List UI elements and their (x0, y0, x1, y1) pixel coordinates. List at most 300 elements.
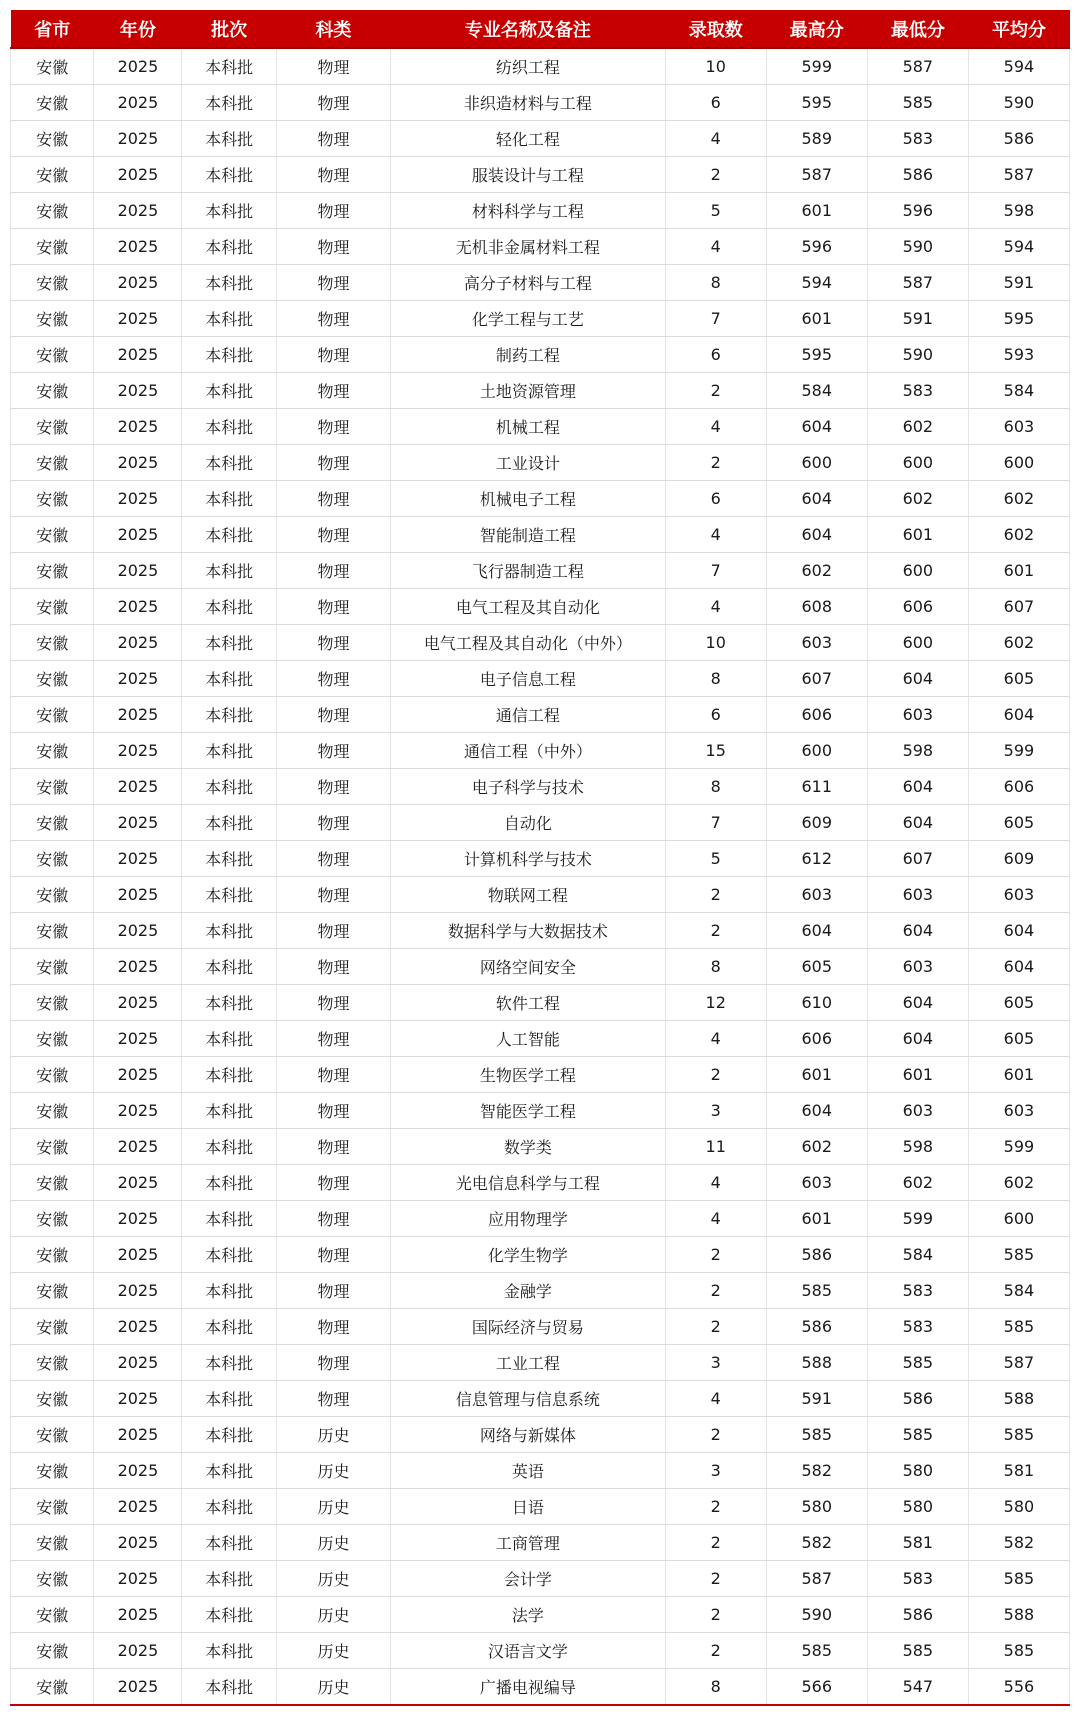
avg-score-cell: 584 (968, 373, 1069, 409)
year-cell: 2025 (94, 1273, 182, 1309)
major-cell: 电子科学与技术 (391, 769, 666, 805)
province-cell: 安徽 (11, 1273, 94, 1309)
batch-cell: 本科批 (182, 985, 276, 1021)
admitted-cell: 4 (665, 409, 766, 445)
subject-cell: 物理 (276, 913, 390, 949)
column-header-max-score: 最高分 (766, 10, 867, 48)
province-cell: 安徽 (11, 769, 94, 805)
province-cell: 安徽 (11, 121, 94, 157)
year-cell: 2025 (94, 517, 182, 553)
max-score-cell: 602 (766, 1129, 867, 1165)
table-row (11, 1309, 1070, 1345)
province-cell: 安徽 (11, 229, 94, 265)
admitted-cell: 6 (665, 337, 766, 373)
province-cell: 安徽 (11, 949, 94, 985)
year-cell: 2025 (94, 1489, 182, 1525)
batch-cell: 本科批 (182, 373, 276, 409)
avg-score-cell: 591 (968, 265, 1069, 301)
province-cell: 安徽 (11, 409, 94, 445)
major-cell: 广播电视编导 (391, 1669, 666, 1706)
subject-cell: 物理 (276, 1093, 390, 1129)
avg-score-cell: 601 (968, 553, 1069, 589)
admitted-cell: 3 (665, 1453, 766, 1489)
table-row (11, 1201, 1070, 1237)
avg-score-cell: 600 (968, 1201, 1069, 1237)
major-cell: 信息管理与信息系统 (391, 1381, 666, 1417)
batch-cell: 本科批 (182, 769, 276, 805)
subject-cell: 历史 (276, 1597, 390, 1633)
subject-cell: 历史 (276, 1669, 390, 1706)
table-row (11, 1453, 1070, 1489)
major-cell: 电子信息工程 (391, 661, 666, 697)
min-score-cell: 601 (867, 517, 968, 553)
min-score-cell: 580 (867, 1489, 968, 1525)
province-cell: 安徽 (11, 1525, 94, 1561)
year-cell: 2025 (94, 1165, 182, 1201)
avg-score-cell: 605 (968, 1021, 1069, 1057)
major-cell: 无机非金属材料工程 (391, 229, 666, 265)
batch-cell: 本科批 (182, 1669, 276, 1706)
admitted-cell: 5 (665, 193, 766, 229)
batch-cell: 本科批 (182, 625, 276, 661)
admitted-cell: 2 (665, 1273, 766, 1309)
avg-score-cell: 599 (968, 733, 1069, 769)
subject-cell: 物理 (276, 373, 390, 409)
province-cell: 安徽 (11, 1453, 94, 1489)
year-cell: 2025 (94, 121, 182, 157)
min-score-cell: 604 (867, 985, 968, 1021)
table-row (11, 48, 1070, 85)
subject-cell: 物理 (276, 733, 390, 769)
batch-cell: 本科批 (182, 1345, 276, 1381)
max-score-cell: 587 (766, 1561, 867, 1597)
batch-cell: 本科批 (182, 301, 276, 337)
table-row (11, 1165, 1070, 1201)
batch-cell: 本科批 (182, 1633, 276, 1669)
major-cell: 材料科学与工程 (391, 193, 666, 229)
batch-cell: 本科批 (182, 409, 276, 445)
max-score-cell: 566 (766, 1669, 867, 1706)
subject-cell: 物理 (276, 121, 390, 157)
batch-cell: 本科批 (182, 1057, 276, 1093)
subject-cell: 物理 (276, 661, 390, 697)
province-cell: 安徽 (11, 589, 94, 625)
subject-cell: 物理 (276, 481, 390, 517)
max-score-cell: 604 (766, 1093, 867, 1129)
major-cell: 计算机科学与技术 (391, 841, 666, 877)
min-score-cell: 599 (867, 1201, 968, 1237)
admitted-cell: 2 (665, 373, 766, 409)
min-score-cell: 604 (867, 1021, 968, 1057)
province-cell: 安徽 (11, 1129, 94, 1165)
min-score-cell: 586 (867, 1597, 968, 1633)
min-score-cell: 585 (867, 1417, 968, 1453)
subject-cell: 历史 (276, 1453, 390, 1489)
batch-cell: 本科批 (182, 85, 276, 121)
major-cell: 国际经济与贸易 (391, 1309, 666, 1345)
province-cell: 安徽 (11, 877, 94, 913)
table-row (11, 121, 1070, 157)
province-cell: 安徽 (11, 265, 94, 301)
major-cell: 网络与新媒体 (391, 1417, 666, 1453)
major-cell: 电气工程及其自动化（中外） (391, 625, 666, 661)
table-row (11, 373, 1070, 409)
table-row (11, 661, 1070, 697)
subject-cell: 物理 (276, 193, 390, 229)
province-cell: 安徽 (11, 1309, 94, 1345)
table-row (11, 1237, 1070, 1273)
subject-cell: 历史 (276, 1525, 390, 1561)
min-score-cell: 602 (867, 481, 968, 517)
year-cell: 2025 (94, 841, 182, 877)
table-row (11, 1561, 1070, 1597)
major-cell: 化学生物学 (391, 1237, 666, 1273)
avg-score-cell: 585 (968, 1417, 1069, 1453)
max-score-cell: 584 (766, 373, 867, 409)
subject-cell: 物理 (276, 337, 390, 373)
table-row (11, 1381, 1070, 1417)
province-cell: 安徽 (11, 841, 94, 877)
max-score-cell: 591 (766, 1381, 867, 1417)
year-cell: 2025 (94, 481, 182, 517)
major-cell: 数据科学与大数据技术 (391, 913, 666, 949)
batch-cell: 本科批 (182, 481, 276, 517)
avg-score-cell: 605 (968, 985, 1069, 1021)
major-cell: 应用物理学 (391, 1201, 666, 1237)
table-row (11, 1129, 1070, 1165)
table-header (11, 10, 1070, 48)
province-cell: 安徽 (11, 1669, 94, 1706)
batch-cell: 本科批 (182, 193, 276, 229)
min-score-cell: 604 (867, 913, 968, 949)
admitted-cell: 2 (665, 1561, 766, 1597)
admission-scores-table (10, 10, 1070, 1706)
batch-cell: 本科批 (182, 265, 276, 301)
province-cell: 安徽 (11, 553, 94, 589)
max-score-cell: 609 (766, 805, 867, 841)
column-header-subject: 科类 (276, 10, 390, 48)
max-score-cell: 582 (766, 1525, 867, 1561)
min-score-cell: 585 (867, 1345, 968, 1381)
year-cell: 2025 (94, 373, 182, 409)
province-cell: 安徽 (11, 85, 94, 121)
min-score-cell: 586 (867, 1381, 968, 1417)
max-score-cell: 601 (766, 301, 867, 337)
batch-cell: 本科批 (182, 1525, 276, 1561)
subject-cell: 物理 (276, 553, 390, 589)
admitted-cell: 4 (665, 1381, 766, 1417)
avg-score-cell: 594 (968, 229, 1069, 265)
admitted-cell: 4 (665, 1165, 766, 1201)
subject-cell: 物理 (276, 1309, 390, 1345)
table-row (11, 877, 1070, 913)
min-score-cell: 603 (867, 877, 968, 913)
major-cell: 金融学 (391, 1273, 666, 1309)
table-row (11, 1597, 1070, 1633)
table-row (11, 553, 1070, 589)
min-score-cell: 602 (867, 409, 968, 445)
avg-score-cell: 604 (968, 913, 1069, 949)
table-row (11, 1021, 1070, 1057)
major-cell: 法学 (391, 1597, 666, 1633)
admitted-cell: 8 (665, 1669, 766, 1706)
column-header-avg-score: 平均分 (968, 10, 1069, 48)
max-score-cell: 603 (766, 1165, 867, 1201)
year-cell: 2025 (94, 913, 182, 949)
batch-cell: 本科批 (182, 1417, 276, 1453)
admitted-cell: 6 (665, 481, 766, 517)
batch-cell: 本科批 (182, 661, 276, 697)
year-cell: 2025 (94, 1237, 182, 1273)
table-row (11, 589, 1070, 625)
admitted-cell: 2 (665, 1633, 766, 1669)
avg-score-cell: 580 (968, 1489, 1069, 1525)
batch-cell: 本科批 (182, 229, 276, 265)
max-score-cell: 595 (766, 337, 867, 373)
max-score-cell: 610 (766, 985, 867, 1021)
avg-score-cell: 582 (968, 1525, 1069, 1561)
avg-score-cell: 601 (968, 1057, 1069, 1093)
avg-score-cell: 585 (968, 1633, 1069, 1669)
min-score-cell: 606 (867, 589, 968, 625)
subject-cell: 物理 (276, 1129, 390, 1165)
province-cell: 安徽 (11, 301, 94, 337)
year-cell: 2025 (94, 445, 182, 481)
year-cell: 2025 (94, 157, 182, 193)
max-score-cell: 585 (766, 1417, 867, 1453)
avg-score-cell: 556 (968, 1669, 1069, 1706)
major-cell: 智能医学工程 (391, 1093, 666, 1129)
province-cell: 安徽 (11, 1345, 94, 1381)
year-cell: 2025 (94, 48, 182, 85)
subject-cell: 物理 (276, 697, 390, 733)
major-cell: 自动化 (391, 805, 666, 841)
max-score-cell: 601 (766, 1057, 867, 1093)
province-cell: 安徽 (11, 733, 94, 769)
year-cell: 2025 (94, 1201, 182, 1237)
max-score-cell: 596 (766, 229, 867, 265)
avg-score-cell: 586 (968, 121, 1069, 157)
subject-cell: 物理 (276, 1237, 390, 1273)
year-cell: 2025 (94, 1561, 182, 1597)
table-row (11, 1057, 1070, 1093)
min-score-cell: 583 (867, 121, 968, 157)
subject-cell: 物理 (276, 1273, 390, 1309)
year-cell: 2025 (94, 1633, 182, 1669)
admitted-cell: 4 (665, 517, 766, 553)
table-row (11, 445, 1070, 481)
table-row (11, 409, 1070, 445)
max-score-cell: 601 (766, 1201, 867, 1237)
year-cell: 2025 (94, 553, 182, 589)
province-cell: 安徽 (11, 1165, 94, 1201)
admitted-cell: 4 (665, 121, 766, 157)
max-score-cell: 599 (766, 48, 867, 85)
province-cell: 安徽 (11, 805, 94, 841)
province-cell: 安徽 (11, 1489, 94, 1525)
table-row (11, 229, 1070, 265)
subject-cell: 物理 (276, 517, 390, 553)
table-row (11, 1273, 1070, 1309)
year-cell: 2025 (94, 589, 182, 625)
subject-cell: 物理 (276, 805, 390, 841)
min-score-cell: 601 (867, 1057, 968, 1093)
year-cell: 2025 (94, 1417, 182, 1453)
table-row (11, 193, 1070, 229)
max-score-cell: 586 (766, 1309, 867, 1345)
table-row (11, 1417, 1070, 1453)
min-score-cell: 596 (867, 193, 968, 229)
max-score-cell: 604 (766, 481, 867, 517)
batch-cell: 本科批 (182, 1561, 276, 1597)
batch-cell: 本科批 (182, 1165, 276, 1201)
subject-cell: 物理 (276, 589, 390, 625)
batch-cell: 本科批 (182, 697, 276, 733)
province-cell: 安徽 (11, 913, 94, 949)
subject-cell: 物理 (276, 1345, 390, 1381)
max-score-cell: 612 (766, 841, 867, 877)
column-header-admitted: 录取数 (665, 10, 766, 48)
avg-score-cell: 607 (968, 589, 1069, 625)
avg-score-cell: 600 (968, 445, 1069, 481)
subject-cell: 物理 (276, 1057, 390, 1093)
batch-cell: 本科批 (182, 1129, 276, 1165)
admitted-cell: 5 (665, 841, 766, 877)
batch-cell: 本科批 (182, 1093, 276, 1129)
table-row (11, 301, 1070, 337)
min-score-cell: 598 (867, 1129, 968, 1165)
max-score-cell: 587 (766, 157, 867, 193)
admitted-cell: 2 (665, 1525, 766, 1561)
province-cell: 安徽 (11, 1021, 94, 1057)
min-score-cell: 583 (867, 1561, 968, 1597)
batch-cell: 本科批 (182, 157, 276, 193)
table-row (11, 157, 1070, 193)
province-cell: 安徽 (11, 48, 94, 85)
admitted-cell: 2 (665, 1489, 766, 1525)
major-cell: 制药工程 (391, 337, 666, 373)
max-score-cell: 588 (766, 1345, 867, 1381)
table-row (11, 1633, 1070, 1669)
min-score-cell: 547 (867, 1669, 968, 1706)
column-header-province: 省市 (11, 10, 94, 48)
subject-cell: 物理 (276, 229, 390, 265)
year-cell: 2025 (94, 1057, 182, 1093)
admitted-cell: 6 (665, 697, 766, 733)
year-cell: 2025 (94, 625, 182, 661)
avg-score-cell: 587 (968, 157, 1069, 193)
batch-cell: 本科批 (182, 1201, 276, 1237)
batch-cell: 本科批 (182, 841, 276, 877)
avg-score-cell: 605 (968, 805, 1069, 841)
table-row (11, 1345, 1070, 1381)
admitted-cell: 4 (665, 1201, 766, 1237)
province-cell: 安徽 (11, 481, 94, 517)
min-score-cell: 604 (867, 661, 968, 697)
avg-score-cell: 584 (968, 1273, 1069, 1309)
max-score-cell: 585 (766, 1633, 867, 1669)
province-cell: 安徽 (11, 1381, 94, 1417)
subject-cell: 物理 (276, 1165, 390, 1201)
batch-cell: 本科批 (182, 949, 276, 985)
subject-cell: 物理 (276, 1021, 390, 1057)
max-score-cell: 590 (766, 1597, 867, 1633)
avg-score-cell: 603 (968, 877, 1069, 913)
admitted-cell: 15 (665, 733, 766, 769)
subject-cell: 历史 (276, 1489, 390, 1525)
province-cell: 安徽 (11, 1093, 94, 1129)
subject-cell: 物理 (276, 985, 390, 1021)
min-score-cell: 583 (867, 373, 968, 409)
subject-cell: 历史 (276, 1633, 390, 1669)
table-row (11, 733, 1070, 769)
avg-score-cell: 585 (968, 1309, 1069, 1345)
year-cell: 2025 (94, 1669, 182, 1706)
admitted-cell: 2 (665, 445, 766, 481)
min-score-cell: 580 (867, 1453, 968, 1489)
max-score-cell: 608 (766, 589, 867, 625)
avg-score-cell: 603 (968, 1093, 1069, 1129)
min-score-cell: 602 (867, 1165, 968, 1201)
avg-score-cell: 587 (968, 1345, 1069, 1381)
table-row (11, 1093, 1070, 1129)
admitted-cell: 7 (665, 301, 766, 337)
province-cell: 安徽 (11, 1201, 94, 1237)
avg-score-cell: 588 (968, 1381, 1069, 1417)
year-cell: 2025 (94, 193, 182, 229)
major-cell: 服装设计与工程 (391, 157, 666, 193)
year-cell: 2025 (94, 1597, 182, 1633)
max-score-cell: 607 (766, 661, 867, 697)
table-row (11, 949, 1070, 985)
max-score-cell: 606 (766, 1021, 867, 1057)
table-row (11, 1669, 1070, 1706)
subject-cell: 物理 (276, 625, 390, 661)
year-cell: 2025 (94, 1453, 182, 1489)
major-cell: 非织造材料与工程 (391, 85, 666, 121)
year-cell: 2025 (94, 409, 182, 445)
admitted-cell: 2 (665, 1057, 766, 1093)
province-cell: 安徽 (11, 517, 94, 553)
year-cell: 2025 (94, 1309, 182, 1345)
batch-cell: 本科批 (182, 1237, 276, 1273)
max-score-cell: 604 (766, 913, 867, 949)
major-cell: 工业工程 (391, 1345, 666, 1381)
major-cell: 飞行器制造工程 (391, 553, 666, 589)
avg-score-cell: 602 (968, 517, 1069, 553)
year-cell: 2025 (94, 1381, 182, 1417)
max-score-cell: 602 (766, 553, 867, 589)
batch-cell: 本科批 (182, 877, 276, 913)
admitted-cell: 8 (665, 661, 766, 697)
batch-cell: 本科批 (182, 805, 276, 841)
max-score-cell: 586 (766, 1237, 867, 1273)
min-score-cell: 585 (867, 1633, 968, 1669)
avg-score-cell: 585 (968, 1561, 1069, 1597)
max-score-cell: 604 (766, 517, 867, 553)
max-score-cell: 605 (766, 949, 867, 985)
admitted-cell: 2 (665, 157, 766, 193)
admitted-cell: 2 (665, 1597, 766, 1633)
batch-cell: 本科批 (182, 1273, 276, 1309)
table-row (11, 769, 1070, 805)
max-score-cell: 600 (766, 445, 867, 481)
admitted-cell: 3 (665, 1345, 766, 1381)
subject-cell: 物理 (276, 409, 390, 445)
avg-score-cell: 603 (968, 409, 1069, 445)
min-score-cell: 585 (867, 85, 968, 121)
table-row (11, 697, 1070, 733)
